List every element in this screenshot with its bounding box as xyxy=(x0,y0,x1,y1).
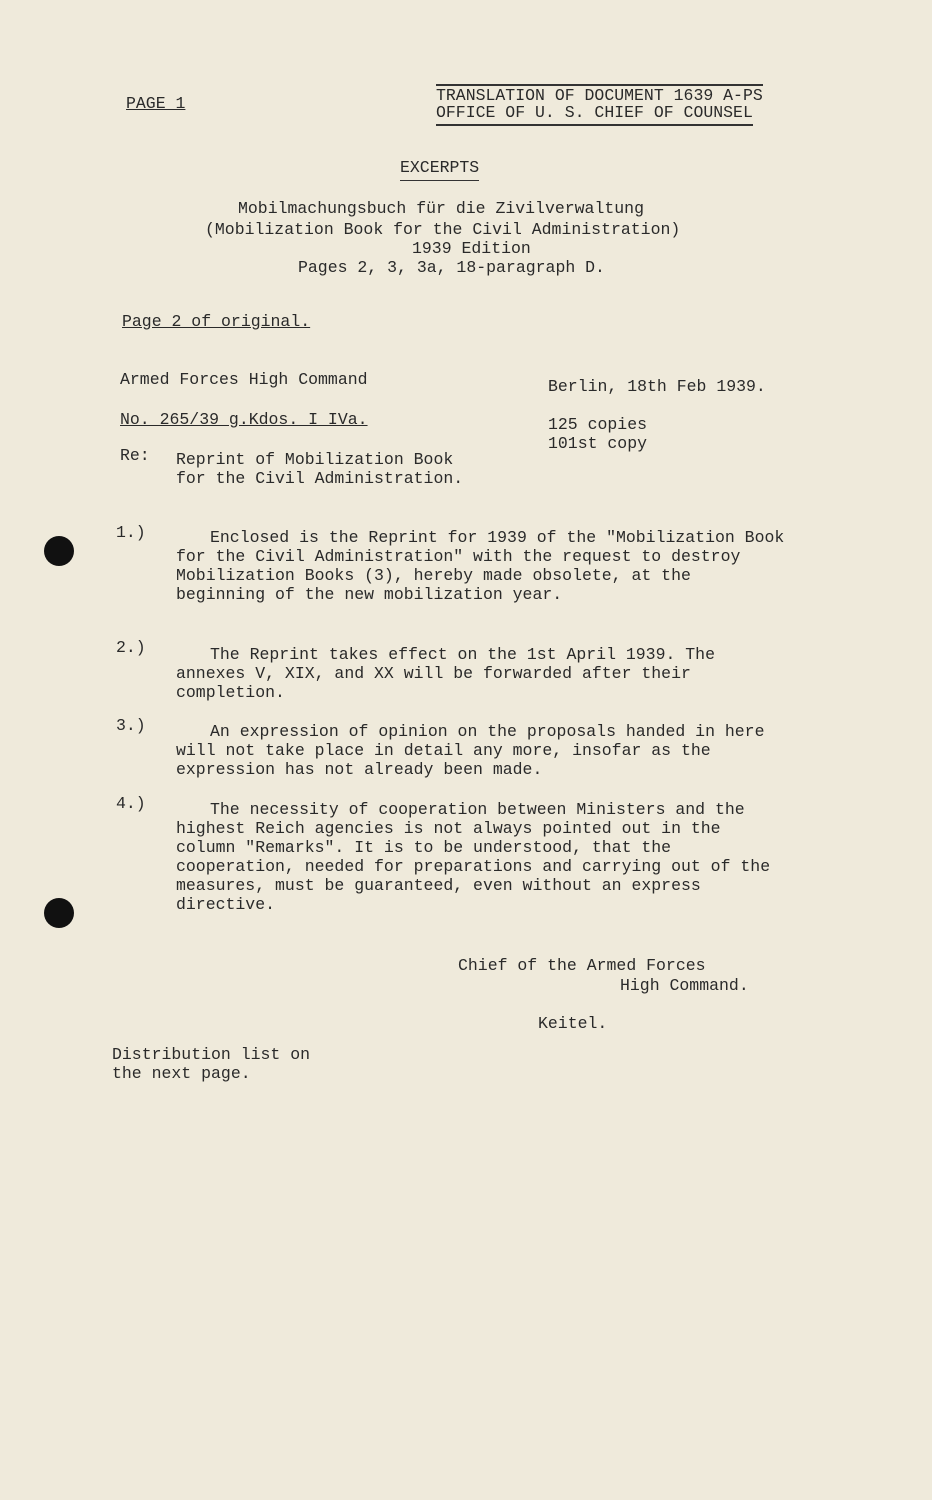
title-german: Mobilmachungsbuch für die Zivilverwaltung xyxy=(238,199,644,218)
copy-number: 101st copy xyxy=(548,434,648,453)
signature-title1: Chief of the Armed Forces xyxy=(458,956,706,975)
title-pages: Pages 2, 3, 3a, 18-paragraph D. xyxy=(298,258,605,277)
paragraph-number: 3.) xyxy=(116,716,146,735)
paragraph-number: 4.) xyxy=(116,794,146,813)
punch-hole xyxy=(44,898,74,928)
paragraph-4: The necessity of cooperation between Ministers and the highest Reich agencies is not always pointed out in the column "Remarks". It is to be understood, that the cooperation, needed for preparations and carrying out of the measures, must be guaranteed, even without an express directive. xyxy=(176,800,771,914)
sender: Armed Forces High Command xyxy=(120,370,368,389)
re-label: Re: xyxy=(120,446,150,465)
signature-title2: High Command. xyxy=(620,976,749,995)
title-english: (Mobilization Book for the Civil Administration) xyxy=(205,220,681,239)
place-date: Berlin, 18th Feb 1939. xyxy=(548,377,766,396)
page-label: PAGE 1 xyxy=(126,94,186,113)
punch-hole xyxy=(44,536,74,566)
paragraph-1: Enclosed is the Reprint for 1939 of the "Mobilization Book for the Civil Administration" with the request to destroy Mobilization Books (3), hereby made obsolete, at the beginning of the new mobilization year. xyxy=(176,528,785,604)
office-line: OFFICE OF U. S. CHIEF OF COUNSEL xyxy=(436,103,753,126)
original-page: Page 2 of original. xyxy=(122,312,311,331)
title-edition: 1939 Edition xyxy=(412,239,531,258)
paragraph-number: 1.) xyxy=(116,523,146,542)
distribution-note-line2: the next page. xyxy=(112,1064,251,1083)
signature-name: Keitel. xyxy=(538,1014,608,1033)
re-line1: Reprint of Mobilization Book xyxy=(176,450,454,469)
re-line2: for the Civil Administration. xyxy=(176,469,464,488)
reference-number: No. 265/39 g.Kdos. I IVa. xyxy=(120,410,368,429)
paragraph-3: An expression of opinion on the proposals handed in here will not take place in detail any more, insofar as the expression has not already been made. xyxy=(176,722,765,779)
distribution-note-line1: Distribution list on xyxy=(112,1045,311,1064)
doc-number: TRANSLATION OF DOCUMENT 1639 A-PS xyxy=(436,86,763,105)
paragraph-2: The Reprint takes effect on the 1st April 1939. The annexes V, XIX, and XX will be forwarded after their completion. xyxy=(176,645,715,702)
excerpts-heading: EXCERPTS xyxy=(400,158,479,181)
paragraph-number: 2.) xyxy=(116,638,146,657)
copies: 125 copies xyxy=(548,415,648,434)
